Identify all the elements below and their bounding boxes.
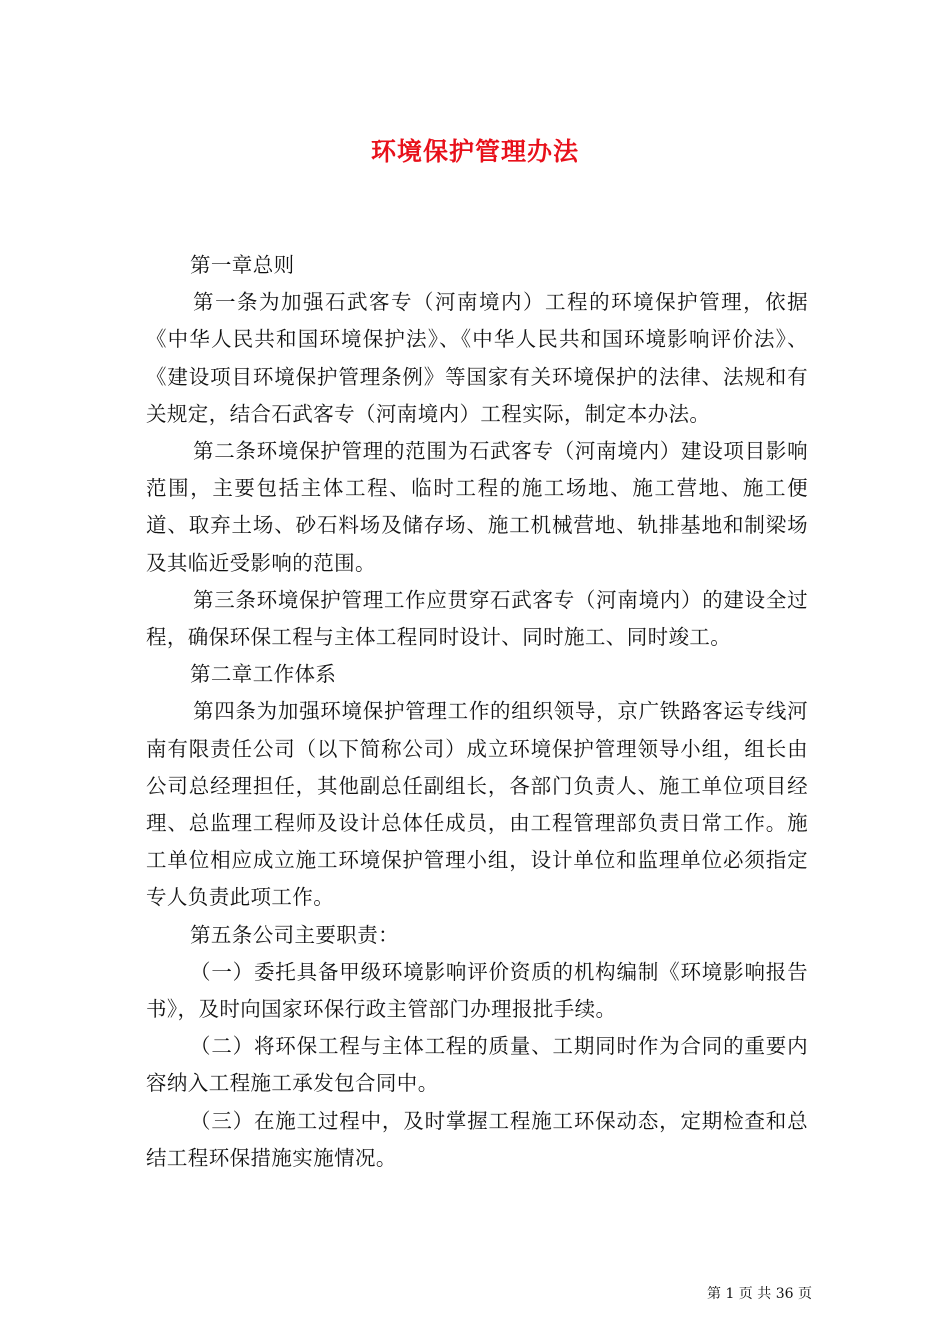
chapter-heading: 第一章总则	[190, 253, 295, 277]
article-paragraph: 第一条为加强石武客专（河南境内）工程的环境保护管理，依据《中华人民共和国环境保护法》、《中华人民共和国环境影响评价法》、《建设项目环境保护管理条例》等国家有关环境保护的法律、法规和有关规定，结合石武客专（河南境内）工程实际，制定本办法。	[146, 290, 808, 426]
article-paragraph: 第四条为加强环境保护管理工作的组织领导，京广铁路客运专线河南有限责任公司（以下简称公司）成立环境保护管理领导小组，组长由公司总经理担任，其他副总任副组长，各部门负责人、施工单位项目经理、总监理工程师及设计总体任成员，由工程管理部负责日常工作。施工单位相应成立施工环境保护管理小组，设计单位和监理单位必须指定专人负责此项工作。	[146, 699, 808, 910]
list-item-paragraph: （三）在施工过程中，及时掌握工程施工环保动态，定期检查和总结工程环保措施实施情况。	[146, 1108, 808, 1170]
article-paragraph: 第五条公司主要职责：	[190, 922, 399, 947]
document-title: 环境保护管理办法	[370, 137, 579, 166]
document-body	[146, 247, 808, 1177]
chapter-heading: 第二章工作体系	[190, 662, 337, 687]
list-item-paragraph: （一）委托具备甲级环境影响评价资质的机构编制《环境影响报告书》，及时向国家环保行政主管部门办理报批手续。	[146, 959, 808, 1022]
article-paragraph: 第三条环境保护管理工作应贯穿石武客专（河南境内）的建设全过程，确保环保工程与主体工程同时设计、同时施工、同时竣工。	[146, 587, 808, 650]
page-number: 第 1 页 共 36 页	[707, 1286, 812, 1302]
article-paragraph: 第二条环境保护管理的范围为石武客专（河南境内）建设项目影响范围，主要包括主体工程、临时工程的施工场地、施工营地、施工便道、取弃土场、砂石料场及储存场、施工机械营地、轨排基地和制梁场及其临近受影响的范围。	[146, 439, 808, 575]
list-item-paragraph: （二）将环保工程与主体工程的质量、工期同时作为合同的重要内容纳入工程施工承发包合同中。	[146, 1034, 808, 1096]
